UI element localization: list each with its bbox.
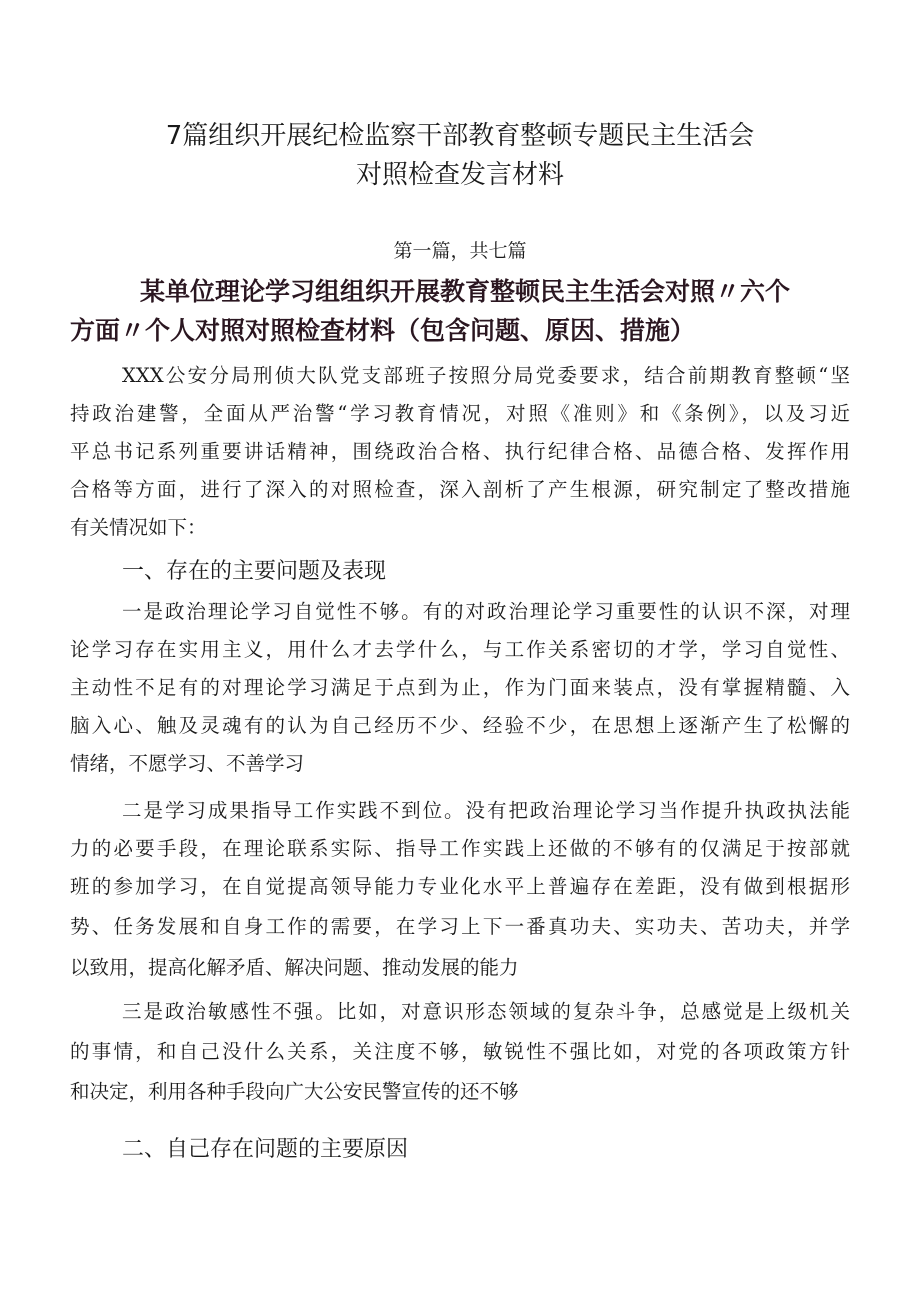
problem-1-line: 主动性不足有的对理论学习满足于点到为止，作为门面来装点，没有掌握精髓、入 [70,676,850,699]
problem-1-line: 情绪，不愿学习、不善学习 [70,752,305,775]
problem-2-line: 以致用，提高化解矛盾、解决问题、推动发展的能力 [70,956,519,979]
article-title-line-2: 方面〃个人对照对照检查材料（包含问题、原因、措施） [70,316,696,345]
problem-2-line: 势、任务发展和自身工作的需要，在学习上下一番真功夫、实功夫、苦功夫，并学 [70,915,850,938]
problem-3-line: 的事情，和自己没什么关系，关注度不够，敏锐性不强比如，对党的各项政策方针 [70,1040,850,1063]
problem-2-line: 二是学习成果指导工作实践不到位。没有把政治理论学习当作提升执政执法能 [122,799,850,822]
problem-2-line: 班的参加学习，在自觉提高领导能力专业化水平上普遍存在差距，没有做到根据形 [70,875,850,898]
article-title-line-1: 某单位理论学习组组织开展教育整顿民主生活会对照〃六个 [140,277,791,306]
section-heading-root-causes: 二、自己存在问题的主要原因 [122,1137,409,1162]
document-title-line-2: 对照检查发言材料 [355,160,564,190]
intro-paragraph-line: XXX公安分局刑侦大队党支部班子按照分局党委要求，结合前期教育整顿“坚 [122,364,850,387]
intro-paragraph-line: 合格等方面，进行了深入的对照检查，深入剖析了产生根源，研究制定了整改措施 [70,478,850,501]
section-heading-main-problems: 一、存在的主要问题及表现 [122,559,387,584]
problem-3-line: 和决定，利用各种手段向广大公安民警宣传的还不够 [70,1080,519,1103]
problem-2-line: 力的必要手段，在理论联系实际、指导工作实践上还做的不够有的仅满足于按部就 [70,837,850,860]
intro-paragraph-line: 持政治建警，全面从严治警“学习教育情况，对照《准则》和《条例》，以及习近 [70,402,850,425]
problem-1-line: 论学习存在实用主义，用什么才去学什么，与工作关系密切的才学，学习自觉性、 [70,638,850,661]
problem-1-line: 一是政治理论学习自觉性不够。有的对政治理论学习重要性的认识不深，对理 [122,600,850,623]
problem-1-line: 脑入心、触及灵魂有的认为自己经历不少、经验不少，在思想上逐渐产生了松懈的 [70,714,850,737]
intro-paragraph-line: 平总书记系列重要讲话精神，围绕政治合格、执行纪律合格、品德合格、发挥作用 [70,440,850,463]
intro-paragraph-line: 有关情况如下： [70,516,207,539]
article-index-subtitle: 第一篇，共七篇 [393,240,527,262]
problem-3-line: 三是政治敏感性不强。比如，对意识形态领域的复杂斗争，总感觉是上级机关 [122,1000,850,1023]
document-title-line-1: 7篇组织开展纪检监察干部教育整顿专题民主生活会 [165,121,755,151]
